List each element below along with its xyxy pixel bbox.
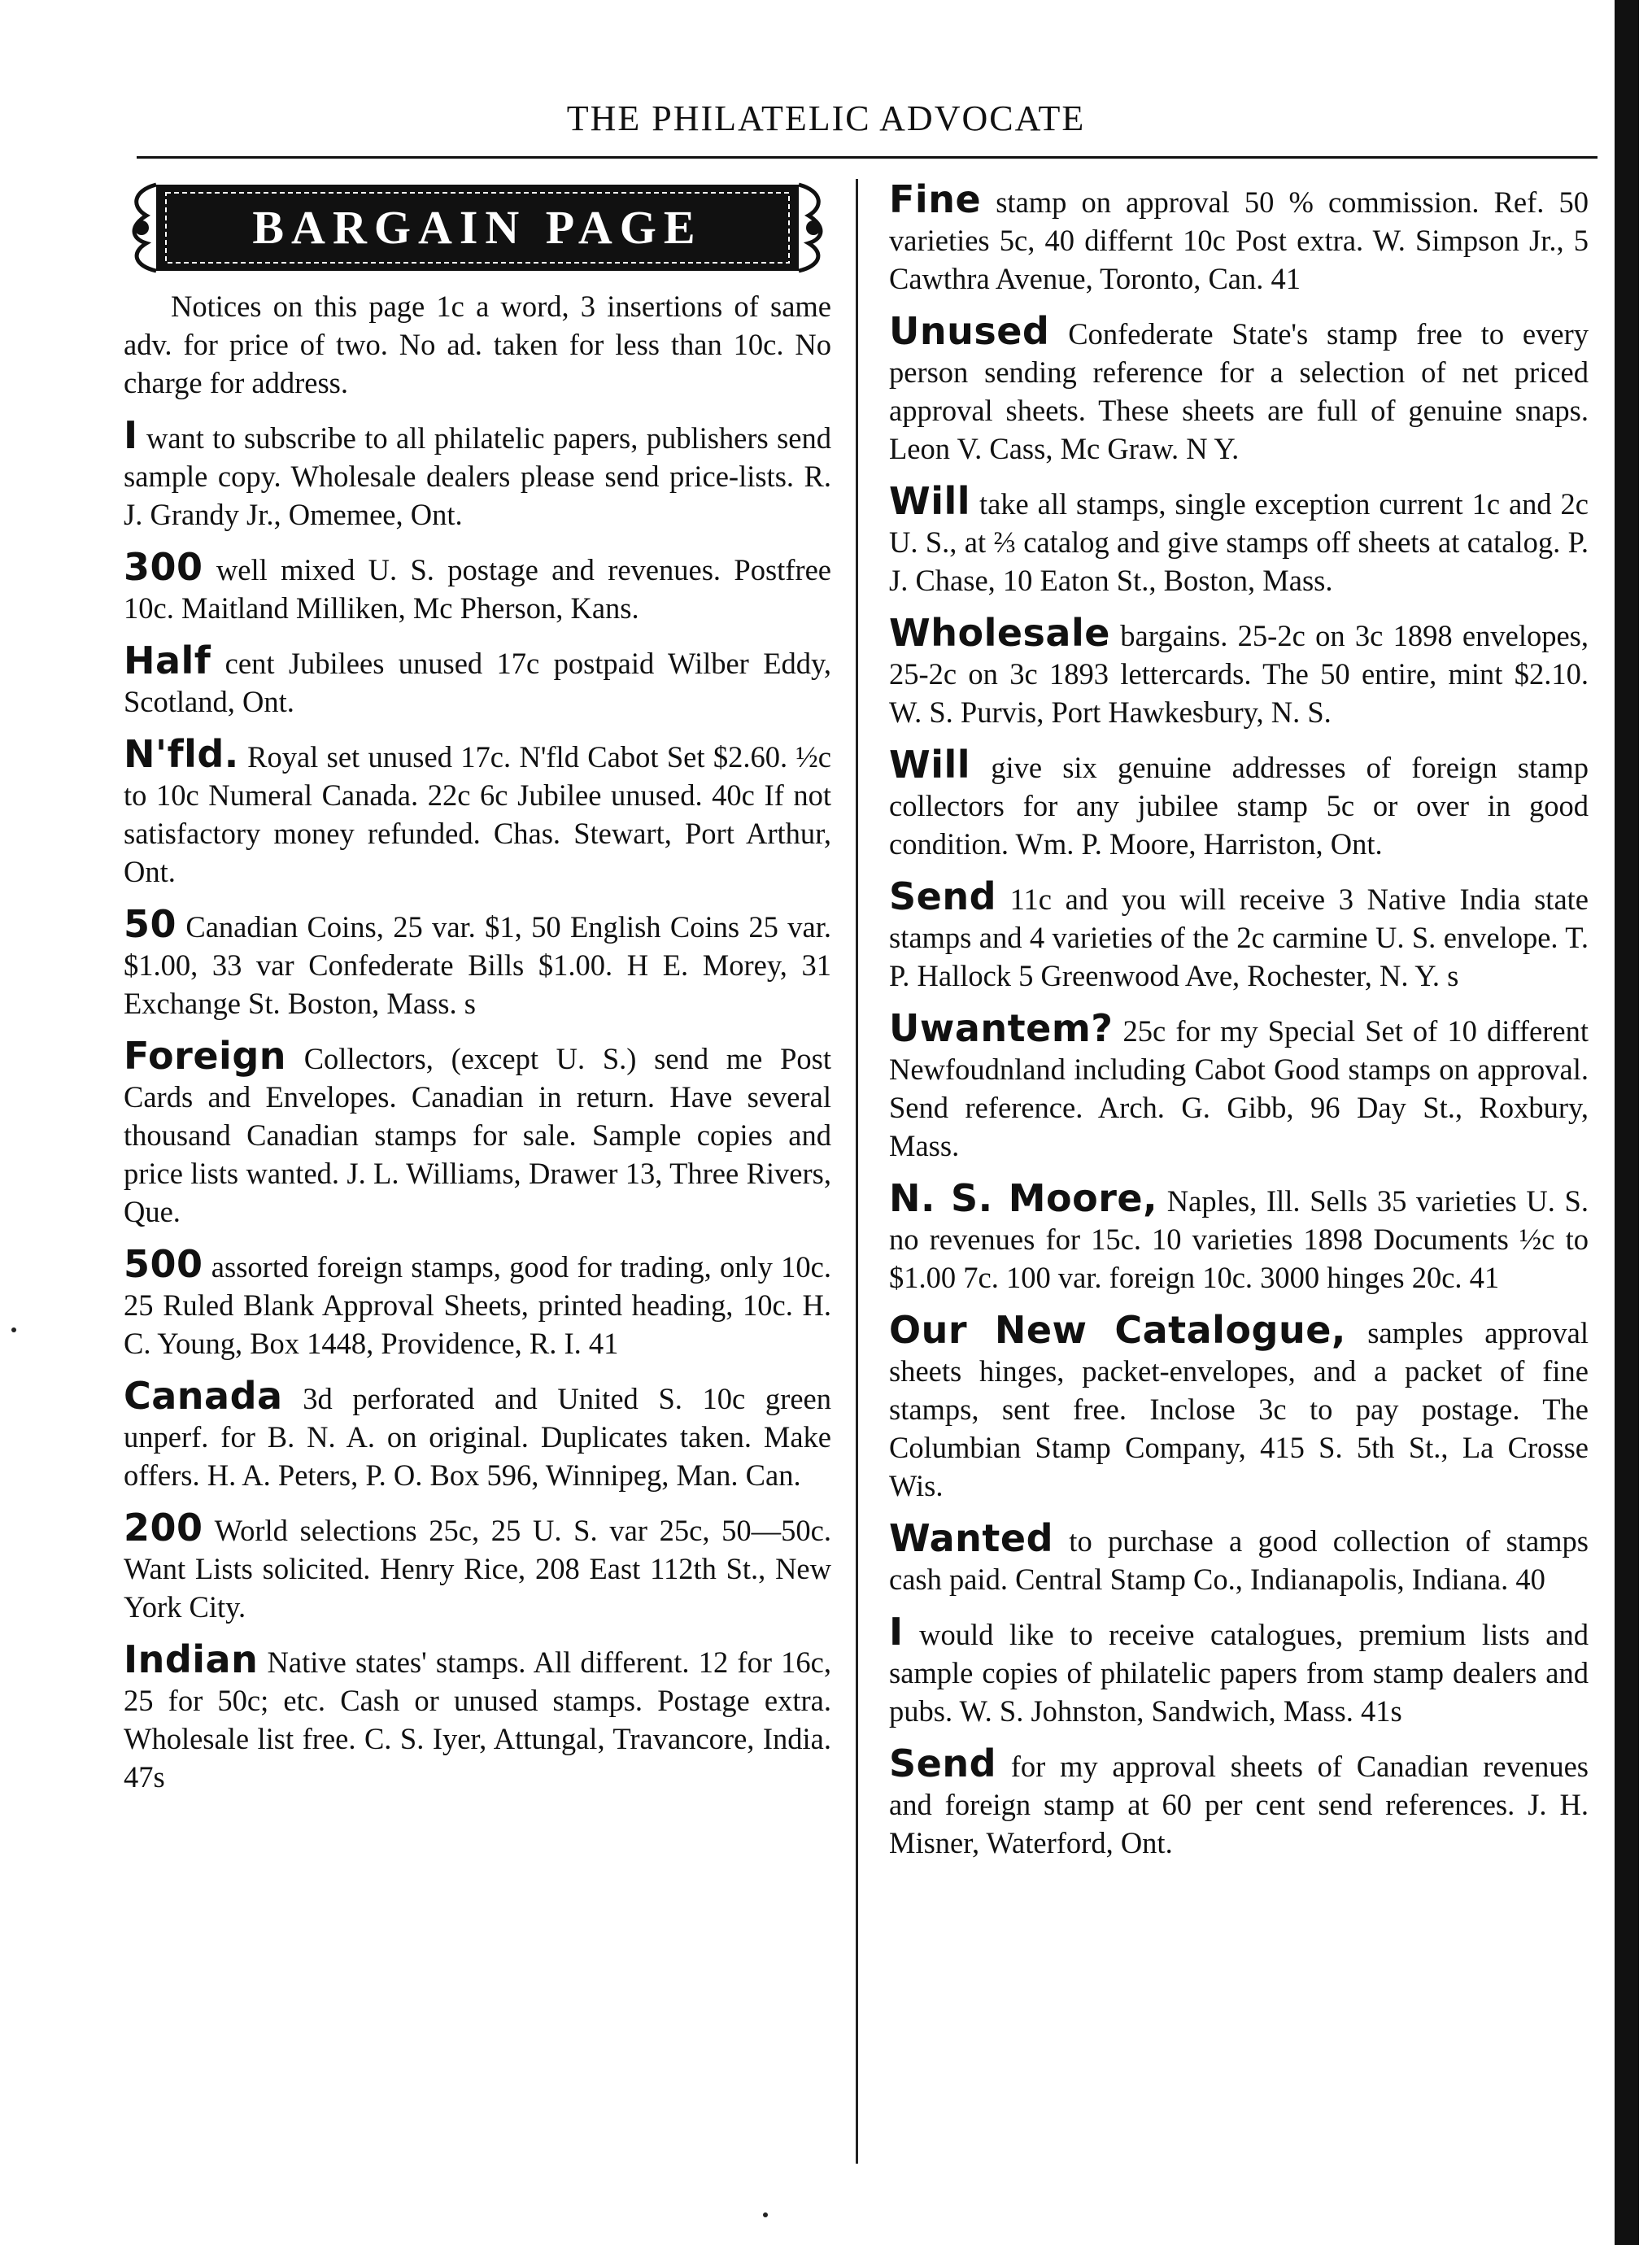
classified-ad [889,177,1589,298]
speck [11,1327,16,1332]
ad-lead: Indian [124,1637,259,1681]
classified-ad [889,611,1589,731]
bargain-page-banner [124,175,831,281]
classified-ad [124,545,831,627]
ad-lead: Uwantem? [889,1006,1114,1050]
classified-ad [889,1176,1589,1297]
ad-body: 3d perforated and United S. 10c green unperf. for B. N. A. on original. Duplicates taken. Make offers. H. A. Peters, P. O. Box 596, Winnipeg, Man. Can. [124,1382,831,1492]
ad-lead: Wanted [889,1516,1054,1560]
page-title: THE PHILATELIC ADVOCATE [566,98,1086,138]
ad-body: Royal set unused 17c. N'fld Cabot Set $2.60. ½c to 10c Numeral Canada. 22c 6c Jubilee unused. 40c If not satisfactory money refunded. Chas. Stewart, Port Arthur, Ont. [124,740,831,888]
ad-body: samples approval sheets hinges, packet-envelopes, and a packet of fine stamps, sent free. Inclose 3c to pay postage. The Columbian Stamp Company, 415 S. 5th St., La Crosse Wis. [889,1316,1589,1502]
ad-lead: 300 [124,545,203,589]
classified-ad [889,1610,1589,1730]
ad-body: World selections 25c, 25 U. S. var 25c, 50—50c. Want Lists solicited. Henry Rice, 208 East 112th St., New York City. [124,1514,831,1624]
ad-lead: Fine [889,177,982,221]
ad-body: take all stamps, single exception current 1c and 2c U. S., at ⅔ catalog and give stamps off sheets at catalog. P. J. Chase, 10 Eaton St., Boston, Mass. [889,487,1589,597]
ad-body: Collectors, (except U. S.) send me Post Cards and Envelopes. Canadian in return. Have several thousand Canadian stamps for sale. Sample copies and price lists wanted. J. L. Williams, Drawer 13, Three Rivers, Que. [124,1042,831,1228]
ad-body: assorted foreign stamps, good for trading, only 10c. 25 Ruled Blank Approval Sheets, printed heading, 10c. H. C. Young, Box 1448, Providence, R. I. 41 [124,1250,831,1360]
ad-lead: Canada [124,1374,283,1418]
ad-lead: N. S. Moore, [889,1176,1158,1220]
ad-body: would like to receive catalogues, premium lists and sample copies of philatelic papers from stamp dealers and pubs. W. S. Johnston, Sandwich, Mass. 41s [889,1618,1589,1728]
ad-body: to purchase a good collection of stamps cash paid. Central Stamp Co., Indianapolis, Indiana. 40 [889,1524,1589,1596]
ad-lead: Wholesale [889,611,1110,655]
ad-body: 11c and you will receive 3 Native India state stamps and 4 varieties of the 2c carmine U. S. envelope. T. P. Hallock 5 Greenwood Ave, Rochester, N. Y. s [889,883,1589,992]
column-divider [856,179,858,2164]
classified-ad [889,309,1589,468]
classified-ad [124,1506,831,1626]
ad-lead: 50 [124,902,177,946]
classified-ad [124,639,831,721]
ad-lead: Foreign [124,1034,286,1078]
classified-ad [124,1374,831,1494]
ad-lead: Will [889,743,971,787]
banner-title: BARGAIN PAGE [252,201,703,254]
ad-lead: I [124,413,138,457]
ad-body: cent Jubilees unused 17c postpaid Wilber Eddy, Scotland, Ont. [124,647,831,718]
classified-ad [889,1308,1589,1505]
ad-body: want to subscribe to all philatelic papers, publishers send sample copy. Wholesale dealers please send price-lists. R. J. Grandy Jr., Omemee, Ont. [124,421,831,531]
classified-ad [124,732,831,891]
ad-body: Canadian Coins, 25 var. $1, 50 English Coins 25 var. $1.00, 33 var Confederate Bills $1.00. H E. Morey, 31 Exchange St. Boston, Mass. s [124,910,831,1020]
classified-ad [124,902,831,1022]
classified-ad [889,1742,1589,1862]
classified-ad [889,479,1589,599]
ad-body: well mixed U. S. postage and revenues. Postfree 10c. Maitland Milliken, Mc Pherson, Kans. [124,553,831,625]
header-rule [137,156,1598,159]
ad-body: bargains. 25-2c on 3c 1898 envelopes, 25-2c on 3c 1893 lettercards. The 50 entire, mint $2.10. W. S. Purvis, Port Hawkesbury, N. S. [889,619,1589,729]
ad-body: Confederate State's stamp free to every person sending reference for a selection of net priced approval sheets. These sheets are full of genuine snaps. Leon V. Cass, Mc Graw. N Y. [889,317,1589,465]
classified-ad [124,1637,831,1796]
ad-body: give six genuine addresses of foreign stamp collectors for any jubilee stamp 5c or over in good condition. Wm. P. Moore, Harriston, Ont. [889,751,1589,861]
classified-ad [889,1006,1589,1165]
ad-body: Naples, Ill. Sells 35 varieties U. S. no revenues for 15c. 10 varieties 1898 Documents ½c to $1.00 7c. 100 var. foreign 10c. 3000 hinges 20c. 41 [889,1184,1589,1294]
ad-lead: I [889,1610,904,1654]
ad-lead: Half [124,639,211,682]
left-column [124,175,831,1811]
classified-ad [889,1516,1589,1598]
ad-body: for my approval sheets of Canadian revenues and foreign stamp at 60 per cent send references. J. H. Misner, Waterford, Ont. [889,1750,1589,1859]
right-column [889,177,1589,1877]
classified-ad [124,1242,831,1362]
ad-lead: Our New Catalogue, [889,1308,1346,1352]
ad-lead: Send [889,1742,997,1785]
ad-body: Native states' stamps. All different. 12 for 16c, 25 for 50c; etc. Cash or unused stamps. Postage extra. Wholesale list free. C. S. Iyer, Attungal, Travancore, India. 47s [124,1646,831,1794]
ad-body: stamp on approval 50 % commission. Ref. 50 varieties 5c, 40 differnt 10c Post extra. W. Simpson Jr., 5 Cawthra Avenue, Toronto, Can. 41 [889,185,1589,295]
notice-text: Notices on this page 1c a word, 3 insertions of same adv. for price of two. No ad. taken for less than 10c. No charge for address. [124,290,831,399]
ad-body: 25c for my Special Set of 10 different Newfoudnland including Cabot Good stamps on approval. Send reference. Arch. G. Gibb, 96 Day St., Roxbury, Mass. [889,1014,1589,1162]
ad-lead: 500 [124,1242,203,1286]
classified-ad [124,413,831,534]
ad-lead: Send [889,874,997,918]
classified-ad [124,1034,831,1231]
speck [763,2212,768,2217]
right-margin-bar [1615,0,1639,2245]
ad-lead: 200 [124,1506,203,1550]
ad-lead: Will [889,479,971,523]
classified-ad [889,743,1589,863]
ad-lead: N'fld. [124,732,239,776]
left-ads [124,413,831,1796]
classified-ad [889,874,1589,995]
ad-lead: Unused [889,309,1050,353]
